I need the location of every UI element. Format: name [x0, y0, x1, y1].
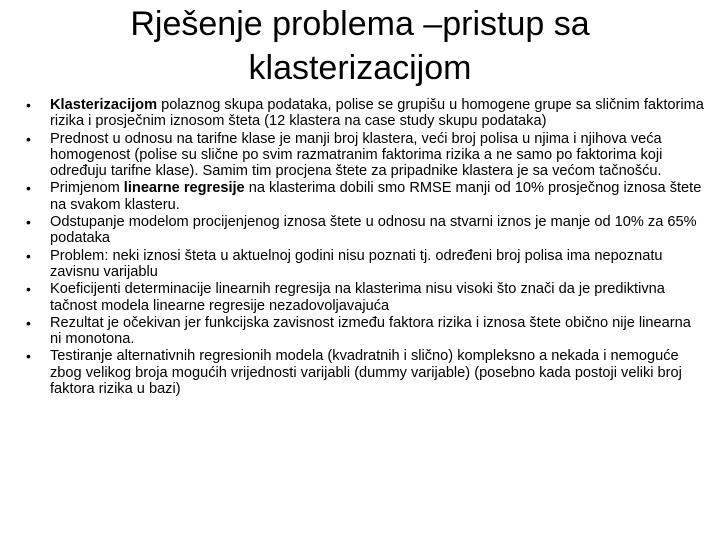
bullet-3-bold: linearne regresije	[123, 180, 245, 197]
bullet-dot-icon: •	[26, 281, 31, 298]
bullet-3-pre: Primjenom	[50, 180, 124, 197]
bullet-4-text: Odstupanje modelom procijenjenog iznosa štete u odnosu na stvarni iznos je manje od 10% za 65% podataka	[50, 214, 697, 247]
bullet-8-text: Testiranje alternativnih regresionih modela (kvadratnih i slično) kompleksno a nekada i nemoguće zbog velikog broja mogućih vrijednosti varijabli (dummy varijable) (posebno kada postoji veliki broj faktora rizika u bazi)	[50, 348, 682, 398]
bullet-item-4	[26, 214, 706, 247]
bullet-dot-icon: •	[26, 214, 31, 231]
bullet-item-6	[26, 281, 706, 314]
bullet-item-5	[26, 248, 706, 281]
bullet-item-8	[26, 348, 706, 397]
bullet-item-2	[26, 131, 706, 180]
slide-title-line-1: Rješenje problema –pristup sa	[130, 5, 590, 43]
bullet-1-text: polaznog skupa podataka, polise se grupišu u homogene grupe sa sličnim faktorima rizika i prosječnim iznosom šteta (12 klastera na case study skupu podataka)	[50, 97, 704, 130]
bullet-2-text: Prednost u odnosu na tarifne klase je manji broj klastera, veći broj polisa u njima i njihova veća homogenost (polise su slične po svim razmatranim faktorima rizika a ne samo po faktorima koji određuju tarifne klase). Samim tim procjena štete za pripadnike klastera je sa većom tačnošću.	[50, 130, 663, 180]
bullet-7-text: Rezultat je očekivan jer funkcijska zavisnost između faktora rizika i iznosa štete obično nije linearna ni monotona.	[50, 314, 691, 348]
bullet-3-text: na klasterima dobili smo RMSE manji od 10% prosječnog iznosa štete na svakom klasteru.	[50, 180, 702, 213]
bullet-item-7	[26, 315, 706, 348]
bullet-item-1	[26, 97, 706, 130]
bullet-dot-icon: •	[26, 348, 31, 365]
slide-title	[60, 2, 660, 90]
bullet-item-3	[26, 180, 706, 213]
bullet-dot-icon: •	[26, 97, 31, 113]
slide-title-line-2: klasterizacijom	[248, 49, 472, 87]
bullet-list	[26, 97, 706, 398]
bullet-6-text: Koeficijenti determinacije linearnih regresija na klasterima nisu visoki što znači da je prediktivna tačnost modela linearne regresije nezadovoljavajuća	[50, 281, 665, 314]
bullet-dot-icon: •	[26, 130, 31, 147]
bullet-1-bold: Klasterizacijom	[50, 97, 158, 113]
bullet-dot-icon: •	[26, 180, 31, 197]
bullet-dot-icon: •	[26, 314, 31, 331]
bullet-dot-icon: •	[26, 247, 31, 264]
bullet-5-text: Problem: neki iznosi šteta u aktuelnoj godini nisu poznati tj. određeni broj polisa ima nepoznatu zavisnu varijablu	[50, 247, 663, 280]
